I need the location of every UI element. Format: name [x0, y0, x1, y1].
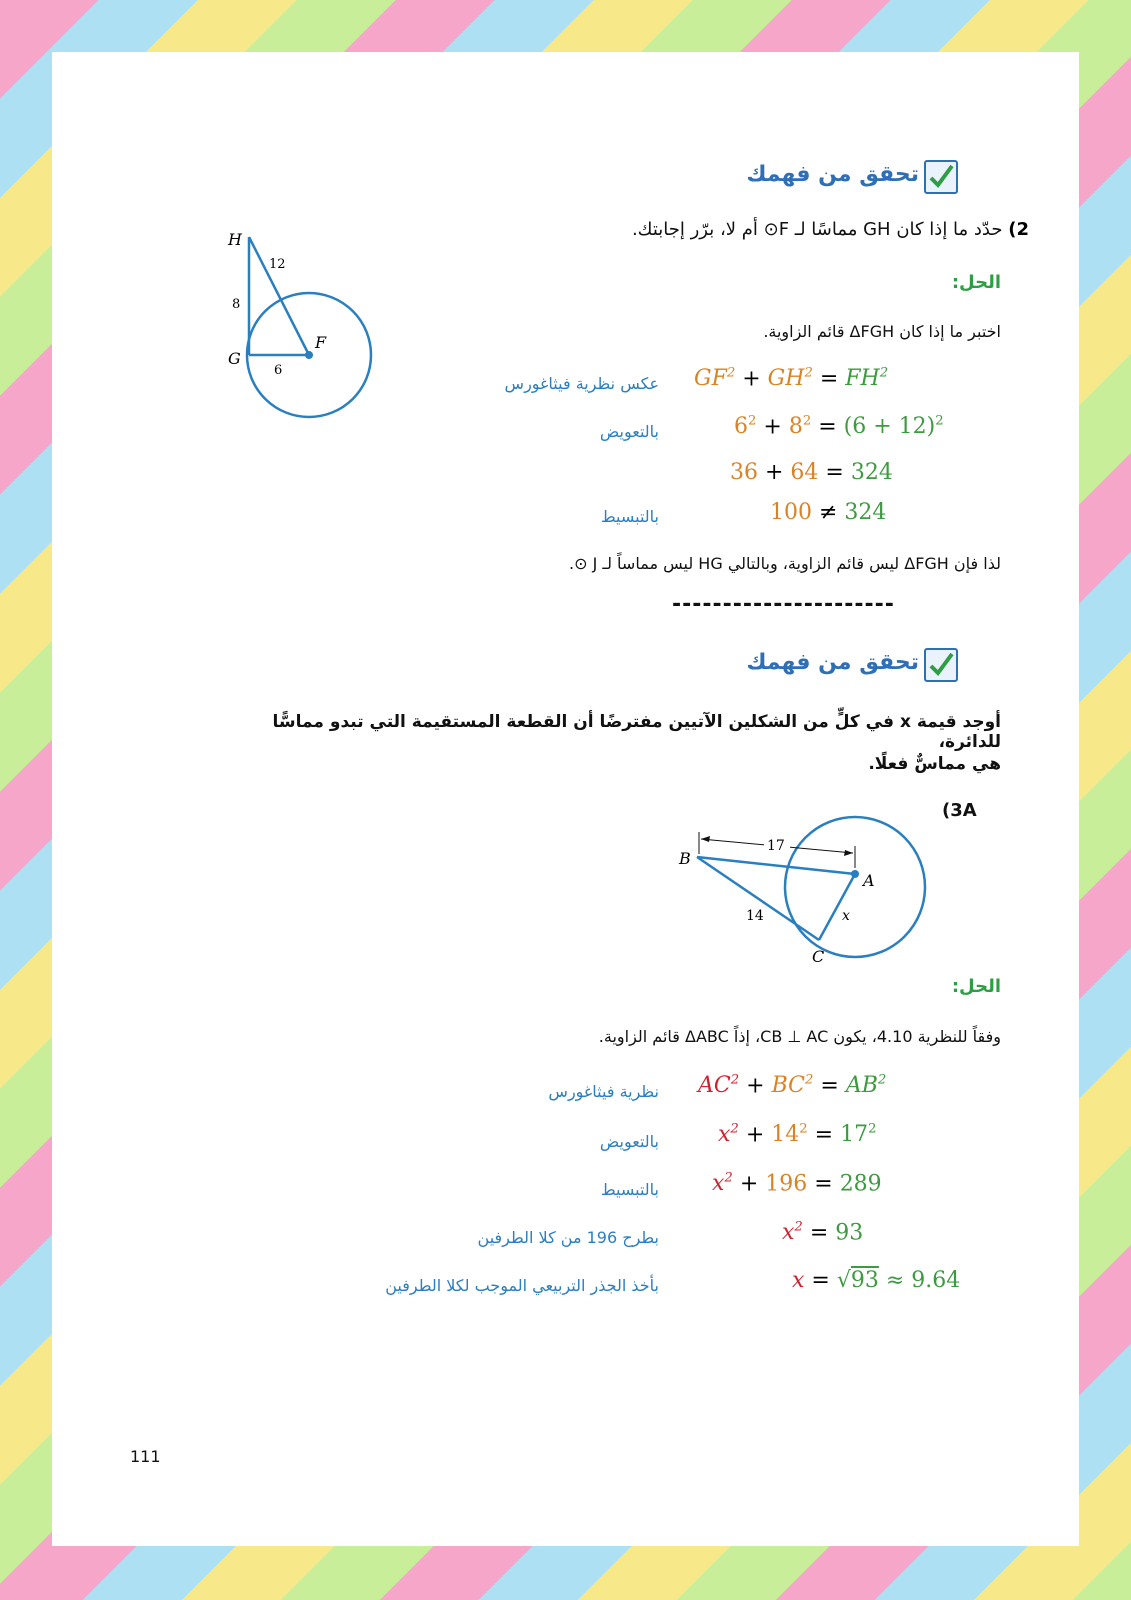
circle-a [785, 817, 925, 957]
s2-step3-eq: $x^2 + 196 = 289$ [712, 1171, 882, 1197]
question-number: 2) [1008, 219, 1029, 240]
center-a [851, 870, 859, 878]
label-g: G [228, 349, 241, 368]
segment-ab [697, 857, 855, 874]
section2-prompt-line2: هي مماسٌّ فعلًا. [868, 754, 1001, 774]
arrow-left [701, 836, 710, 842]
segment-hf [249, 237, 309, 355]
check-icon [924, 648, 958, 682]
section1-header: تحقق من فهمك [746, 162, 919, 187]
figure-tangent-circle-a [672, 792, 942, 982]
label-c: C [812, 947, 825, 966]
label-h: H [228, 230, 242, 249]
s2-step5-label: بأخذ الجذر التربيعي الموجب لكلا الطرفين [385, 1276, 659, 1295]
section1-intro: اختبر ما إذا كان ΔFGH قائم الزاوية. [763, 322, 1001, 341]
label-a: A [863, 871, 875, 890]
label-17: 17 [767, 838, 785, 854]
question-2 [509, 219, 1029, 240]
s2-step1-label: نظرية فيثاغورس [548, 1082, 659, 1101]
s2-step5-eq: x = √93 ≈ 9.64 [792, 1268, 961, 1293]
label-b: B [679, 849, 691, 868]
section2-intro: وفقاً للنظرية 4.10، يكون CB ⊥ AC، إذاً ΔABC قائم الزاوية. [598, 1027, 1001, 1046]
label-x: x [842, 908, 850, 924]
section1-conclusion: لذا فإن ΔFGH ليس قائم الزاوية، وبالتالي HG ليس مماساً لـ J ⊙. [569, 554, 1001, 573]
figure-tangent-circle-f [212, 222, 382, 422]
s2-step2-label: بالتعويض [599, 1132, 659, 1151]
s2-step4-label: بطرح 196 من كلا الطرفين [477, 1228, 659, 1247]
segment-ac [819, 874, 855, 940]
step3-eq: 36 + 64 = 324 [730, 460, 893, 485]
section1-solution-label: الحل: [951, 272, 1001, 293]
page [52, 52, 1079, 1546]
s2-step1-eq: $AC^2 + BC^2 = AB^2$ [698, 1073, 887, 1099]
step4-label: بالتبسيط [600, 507, 659, 526]
part-3a: (3A [942, 800, 977, 821]
s2-step2-eq: $x^2 + 14^2 = 17^2$ [718, 1122, 877, 1148]
section2-header: تحقق من فهمك [746, 650, 919, 675]
step2-eq: $6^2 + 8^2 = (6 + 12)^2$ [734, 414, 944, 440]
label-12: 12 [269, 257, 286, 272]
label-6: 6 [274, 363, 283, 378]
s2-step4-eq: $x^2 = 93$ [782, 1220, 864, 1246]
label-f: F [315, 333, 327, 352]
step2-label: بالتعويض [599, 422, 659, 441]
step1-eq: $GF^2 + GH^2 = FH^2$ [694, 366, 889, 392]
step1-label: عكس نظرية فيثاغورس [504, 374, 659, 393]
arrow-right [844, 850, 853, 856]
section2-prompt-line1: أوجد قيمة x في كلٍّ من الشكلين الآتيين مفترضًا أن القطعة المستقيمة التي تبدو مماسًّا للدائرة، [272, 712, 1001, 752]
label-14: 14 [746, 908, 764, 924]
center-f [305, 351, 313, 359]
page-number: 111 [130, 1447, 161, 1466]
label-8: 8 [232, 297, 241, 312]
step4-eq: 100 ≠ 324 [770, 500, 887, 525]
question-text: حدّد ما إذا كان GH مماسًا لـ F⊙ أم لا، برّر إجابتك. [631, 219, 1003, 240]
check-icon [924, 160, 958, 194]
section2-solution-label: الحل: [951, 976, 1001, 997]
divider: ---------------------- [672, 592, 895, 617]
segment-bc [697, 857, 819, 940]
s2-step3-label: بالتبسيط [600, 1180, 659, 1199]
